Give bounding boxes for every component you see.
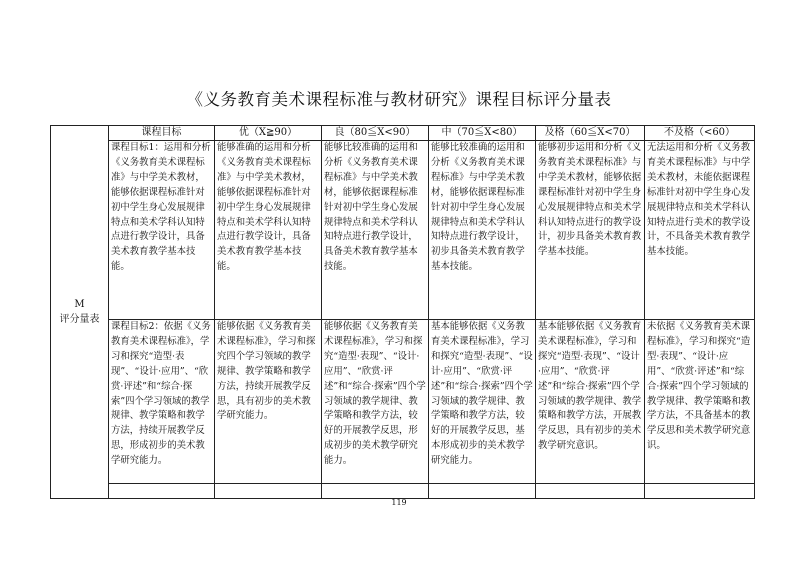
column-header: 不及格（<60） — [645, 126, 755, 141]
column-header: 中（70≦X<80） — [429, 126, 536, 141]
table-cell-empty — [429, 484, 536, 499]
row-header-cell — [51, 126, 109, 499]
table-cell: 课程目标1：运用和分析《义务教育美术课程标准》与中学美术教材，能够依据课程标准针对初中学生身心发展规律特点和美术学科认知特点进行教学设计，具备美术教育教学基本技能。 — [109, 141, 215, 320]
column-header: 良（80≦X<90） — [322, 126, 429, 141]
table-cell: 无法运用和分析《义务教育美术课程标准》与中学美术教材，未能依据课程标准针对初中学生身心发展规律特点和美术学科认知特点进行美术的教学设计，不具备美术教育教学基本技能。 — [645, 141, 755, 320]
table-row — [51, 141, 755, 320]
table-cell: 课程目标2：依据《义务教育美术课程标准》，学习和探究“造型·表现”、“设计·应用”、“欣赏·评述”和“综合·探索”四个学习领域的教学规律、教学策略和教学方法，持续开展教学反思，形成初步的美术教学研究能力。 — [109, 320, 215, 484]
table-cell: 未依据《义务教育美术课程标准》，学习和探究“造型·表现”、“设计·应用”、“欣赏·评述”和“综合·探索”四个学习领域的教学规律、教学策略和教学方法，不具备基本的教学反思和美术教学研究意识。 — [645, 320, 755, 484]
table-header-row — [51, 126, 755, 141]
page-number: 119 — [391, 498, 407, 507]
table-cell-empty — [109, 484, 215, 499]
column-header: 课程目标 — [109, 126, 215, 141]
table-cell-empty — [215, 484, 322, 499]
table-cell: 能够准确的运用和分析《义务教育美术课程标准》与中学美术教材，能够依据课程标准针对初中学生身心发展规律特点和美术学科认知特点进行教学设计，具备美术教育教学基本技能。 — [215, 141, 322, 320]
table-cell-empty — [322, 484, 429, 499]
table-row-empty — [51, 484, 755, 499]
page-title: 《义务教育美术课程标准与教材研究》课程目标评分量表 — [186, 90, 612, 109]
table-cell: 能够初步运用和分析《义务教育美术课程标准》与中学美术教材，能够依据课程标准针对初中学生身心发展规律特点和美术学科认知特点进行的教学设计，初步具备美术教育教学基本技能。 — [536, 141, 645, 320]
table-cell: 能够比较准确的运用和分析《义务教育美术课程标准》与中学美术教材，能够依据课程标准针对初中学生身心发展规律特点和美术学科认知特点进行教学设计，具备美术教育教学基本技能。 — [322, 141, 429, 320]
table-cell-empty — [645, 484, 755, 499]
table-cell: 能够依据《义务教育美术课程标准》，学习和探究四个学习领域的教学规律、教学策略和教学方法，持续开展教学反思，具有初步的美术教学研究能力。 — [215, 320, 322, 484]
rubric-table — [50, 125, 755, 499]
table-cell: 能够比较准确的运用和分析《义务教育美术课程标准》与中学美术教材，能够依据课程标准针对初中学生身心发展规律特点和美术学科认知特点进行教学设计，初步具备美术教育教学基本技能。 — [429, 141, 536, 320]
row-header-label: M 评分量表 — [59, 299, 100, 325]
table-row — [51, 320, 755, 484]
column-header: 及格（60≦X<70） — [536, 126, 645, 141]
table-cell: 能够依据《义务教育美术课程标准》，学习和探究“造型·表现”、“设计·应用”、“欣赏·评述”和“综合·探索”四个学习领域的教学规律、教学策略和教学方法，较好的开展教学反思，形成初步的美术教学研究能力。 — [322, 320, 429, 484]
table-cell: 基本能够依据《义务教育美术课程标准》，学习和探究“造型·表现”、“设计·应用”、“欣赏·评述”和“综合·探索”四个学习领域的教学规律、教学策略和教学方法，较好的开展教学反思，基本形成初步的美术教学研究能力。 — [429, 320, 536, 484]
column-header: 优（X≧90） — [215, 126, 322, 141]
table-cell: 基本能够依据《义务教育美术课程标准》，学习和探究“造型·表现”、“设计·应用”、“欣赏·评述”和“综合·探索”四个学习领域的教学规律、教学策略和教学方法，开展教学反思，具有初步的美术教学研究意识。 — [536, 320, 645, 484]
table-cell-empty — [536, 484, 645, 499]
